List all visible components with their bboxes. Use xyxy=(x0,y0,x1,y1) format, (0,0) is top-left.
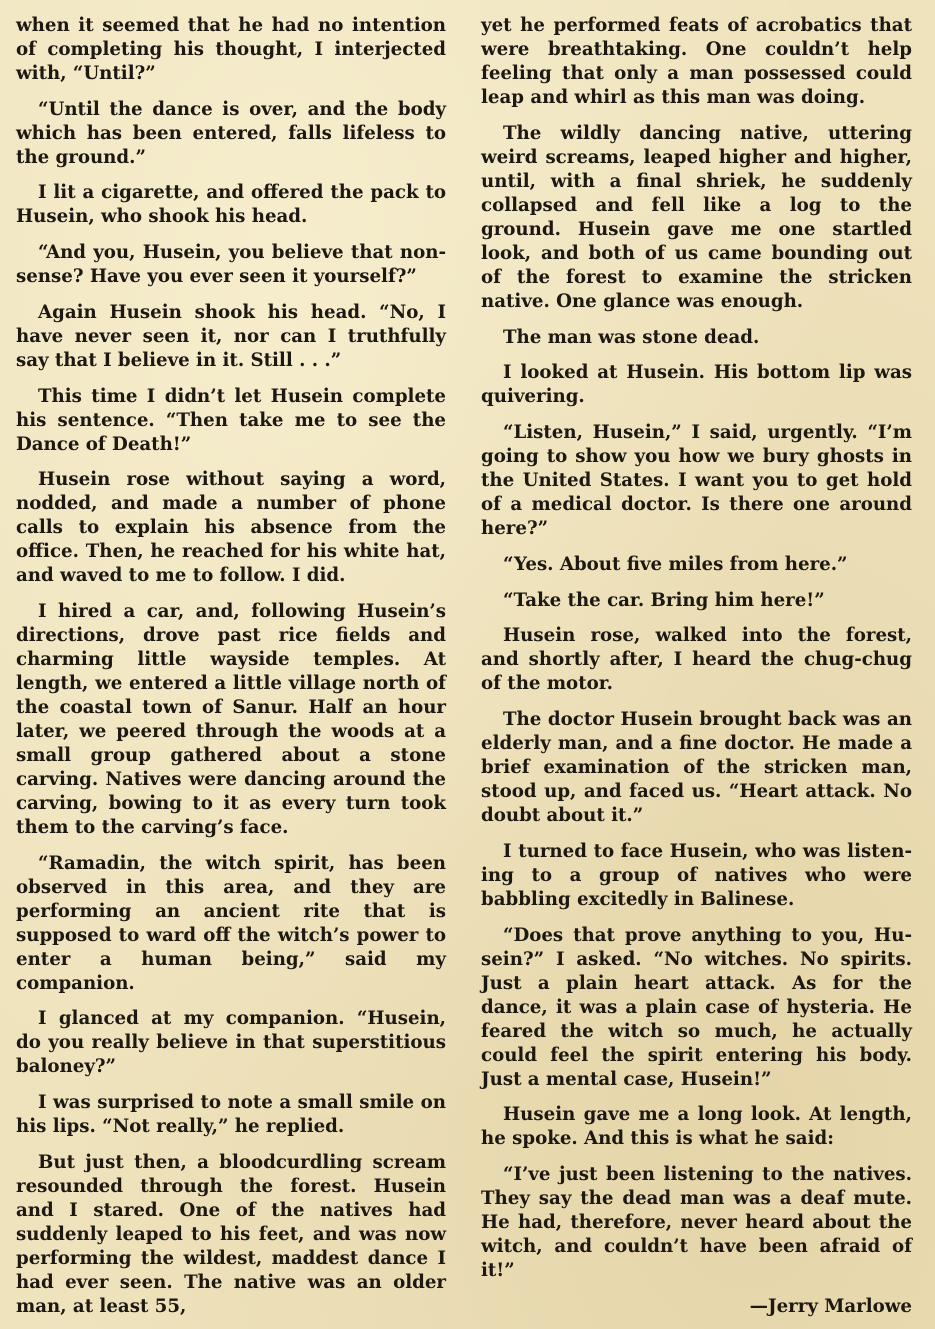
paragraph: I looked at Husein. His bottom lip was quivering. xyxy=(481,362,912,408)
paragraph: I was surprised to note a small smile on his lips. “Not really,” he replied. xyxy=(16,1092,446,1138)
paragraph: I lit a cigarette, and offered the pack to Husein, who shook his head. xyxy=(16,182,446,228)
paragraph: Again Husein shook his head. “No, I have never seen it, nor can I truthfully say that I believe in it. Still . . .” xyxy=(16,301,446,371)
paragraph: “Ramadin, the witch spirit, has been observed in this area, and they are performing an ancient rite that is supposed to ward off the witch’s power to enter a human being,” said my companion. xyxy=(16,852,446,994)
paragraph: I glanced at my companion. “Husein, do you really believe in that superstitious baloney?” xyxy=(16,1008,446,1078)
paragraph: “Until the dance is over, and the body which has been entered, falls lifeless to the ground.” xyxy=(16,98,446,168)
left-column xyxy=(16,14,446,1319)
paragraph: Husein rose, walked into the forest, and shortly after, I heard the chug-chug of the motor. xyxy=(481,625,912,695)
author-signature: —Jerry Marlowe xyxy=(749,1295,912,1317)
paragraph: “Listen, Husein,” I said, urgently. “I’m going to show you how we bury ghosts in the United States. I want you to get hold of a medical doctor. Is there one around here?” xyxy=(481,422,912,540)
paragraph: This time I didn’t let Husein complete his sentence. “Then take me to see the Dance of Death!” xyxy=(16,385,446,455)
paragraph: The man was stone dead. xyxy=(503,326,760,348)
paragraph: Husein rose without saying a word, nodded, and made a number of phone calls to explain his absence from the office. Then, he reached for his white hat, and waved to me to follow. I did. xyxy=(16,469,446,587)
paragraph: But just then, a bloodcurdling scream resounded through the forest. Husein and I stared. One of the natives had suddenly leaped to his feet, and was now performing the wildest, maddest dance I had ever seen. The native was an older man, at least 55, xyxy=(16,1151,446,1317)
paragraph: The doctor Husein brought back was an elderly man, and a fine doctor. He made a brief examination of the stricken man, stood up, and faced us. “Heart attack. No doubt about it.” xyxy=(481,709,912,827)
paragraph: “And you, Husein, you believe that nonsense? Have you ever seen it yourself?” xyxy=(16,242,446,288)
paragraph: “Yes. About five miles from here.” xyxy=(503,553,848,575)
right-column xyxy=(481,14,912,1319)
paragraph: I hired a car, and, following Husein’s directions, drove past rice fields and charming little wayside temples. At length, we entered a little village north of the coastal town of Sanur. Half an hour later, we peered through the woods at a small group gathered about a stone carving. Natives were dancing around the carving, bowing to it as every turn took them to the carving’s face. xyxy=(16,601,446,839)
paragraph: yet he performed feats of acrobatics that were breathtaking. One couldn’t help feeling that only a man possessed could leap and whirl as this man was doing. xyxy=(481,15,912,108)
paragraph: “Does that prove anything to you, Husein?” I asked. “No witches. No spirits. Just a plain heart attack. As for the dance, it was a plain case of hysteria. He feared the witch so much, he actually could feel the spirit entering his body. Just a mental case, Husein!” xyxy=(481,924,912,1090)
paragraph: Husein gave me a long look. At length, he spoke. And this is what he said: xyxy=(481,1104,912,1150)
paragraph: when it seemed that he had no intention of completing his thought, I interjected with, “Until?” xyxy=(16,15,446,84)
paragraph: “Take the car. Bring him here!” xyxy=(503,589,825,611)
paragraph: The wildly dancing native, uttering weird screams, leaped higher and higher, until, with a final shriek, he suddenly collapsed and fell like a log to the ground. Husein gave me one startled look, and both of us came bounding out of the forest to examine the stricken native. One glance was enough. xyxy=(481,122,912,312)
paragraph: I turned to face Husein, who was listening to a group of natives who were babbling excitedly in Balinese. xyxy=(481,840,912,910)
paragraph: “I’ve just been listening to the natives. They say the dead man was a deaf mute. He had, therefore, never heard about the witch, and couldn’t have been afraid of it!” xyxy=(481,1164,912,1282)
